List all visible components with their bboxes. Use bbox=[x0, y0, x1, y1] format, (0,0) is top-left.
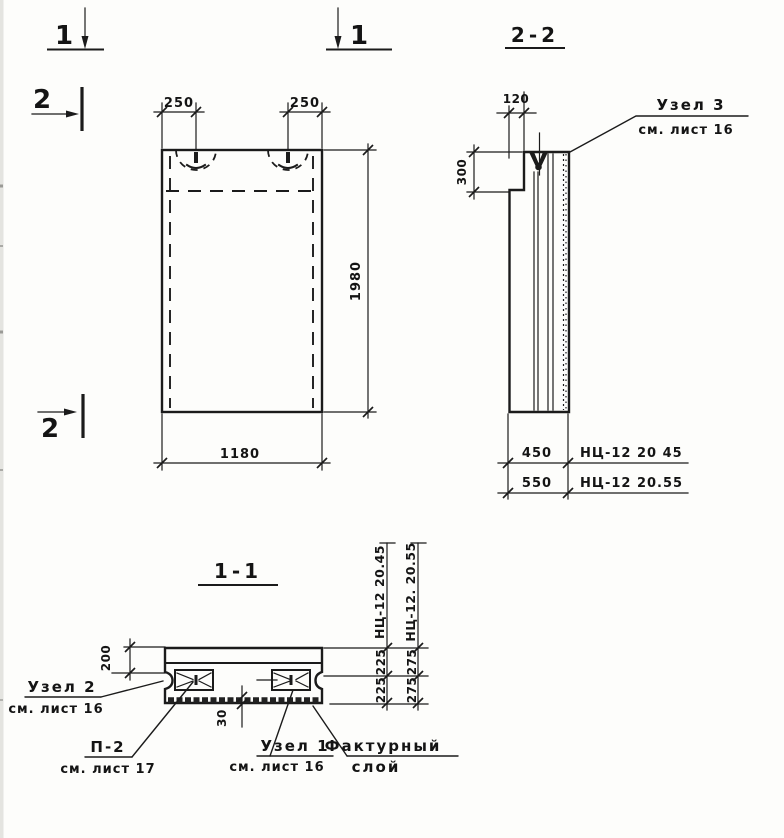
dim-30 bbox=[215, 686, 247, 727]
dim-450-value: 450 bbox=[521, 446, 553, 461]
facture-word2: слой bbox=[351, 758, 401, 776]
dim-200 bbox=[99, 639, 165, 680]
facture-title: Фактурный bbox=[324, 737, 442, 755]
node3-ref: см. лист 16 bbox=[638, 123, 734, 138]
cut-mark-2-bottom bbox=[38, 394, 83, 444]
section-2-2-top-groove bbox=[529, 133, 548, 175]
dim-250-right bbox=[280, 96, 330, 149]
scan-edge-band bbox=[0, 0, 4, 838]
dim-250-left bbox=[154, 96, 204, 149]
dim-1980-value: 1980 bbox=[349, 260, 364, 302]
chain1-bottom-value: 225 bbox=[374, 676, 388, 704]
dim-1180-value: 1180 bbox=[219, 447, 261, 462]
keyway-right bbox=[257, 670, 310, 690]
keyway-left bbox=[175, 670, 213, 690]
node3-callout bbox=[570, 96, 748, 152]
dim-120 bbox=[497, 92, 536, 158]
variant2-mark: НЦ-12 20.55 bbox=[580, 476, 684, 491]
panel-outline bbox=[162, 150, 322, 412]
front-view bbox=[154, 96, 376, 470]
cut-mark-1-left bbox=[48, 8, 103, 51]
dim-250-left-value: 250 bbox=[163, 96, 195, 111]
chain2-bottom-value: 275 bbox=[405, 676, 419, 704]
dim-30-value: 30 bbox=[215, 709, 229, 727]
dim-200-value: 200 bbox=[99, 644, 113, 672]
lifting-loop-left bbox=[176, 150, 216, 170]
facture-callout bbox=[313, 706, 458, 776]
cut-2-top-label: 2 bbox=[33, 85, 52, 115]
p2-ref: см. лист 17 bbox=[60, 762, 156, 777]
dim-550-variant bbox=[498, 476, 688, 498]
chain1-top-value: 225 bbox=[374, 648, 388, 676]
dim-120-value: 120 bbox=[502, 92, 530, 106]
dim-1180 bbox=[154, 414, 330, 470]
node2-title: Узел 2 bbox=[27, 678, 97, 696]
variant1-mark: НЦ-12 20 45 bbox=[580, 446, 683, 461]
section-2-2-outline bbox=[510, 152, 570, 412]
section-1-1 bbox=[8, 542, 458, 777]
section-2-2-joints bbox=[534, 154, 566, 410]
p2-title: П-2 bbox=[90, 738, 126, 756]
node2-callout bbox=[8, 678, 163, 717]
p2-callout bbox=[60, 682, 193, 777]
chain2-label: НЦ-12. 20.55 bbox=[403, 542, 418, 642]
node3-title: Узел 3 bbox=[656, 96, 726, 114]
dim-550-value: 550 bbox=[521, 476, 553, 491]
cut-2-bottom-label: 2 bbox=[41, 414, 60, 444]
node1-ref: см. лист 16 bbox=[229, 760, 325, 775]
lifting-loop-right bbox=[268, 150, 308, 170]
section-2-2-title: 2-2 bbox=[510, 23, 560, 47]
cut-mark-2-top bbox=[32, 85, 82, 131]
dim-300-value: 300 bbox=[455, 158, 469, 186]
cut-1-left-label: 1 bbox=[55, 21, 74, 51]
cut-mark-1-right bbox=[327, 8, 391, 51]
chain2-top-value: 275 bbox=[405, 648, 419, 676]
thickness-chain-55 bbox=[403, 542, 426, 710]
dim-1980 bbox=[324, 144, 376, 418]
section-1-1-title: 1-1 bbox=[213, 559, 263, 583]
section-2-2 bbox=[455, 23, 748, 499]
node1-title: Узел 1 bbox=[260, 737, 330, 755]
panel-hidden-contour bbox=[166, 156, 318, 408]
cut-1-right-label: 1 bbox=[350, 21, 369, 51]
node2-ref: см. лист 16 bbox=[8, 702, 104, 717]
chain1-label: НЦ-12 20.45 bbox=[372, 544, 387, 640]
dim-250-right-value: 250 bbox=[289, 96, 321, 111]
